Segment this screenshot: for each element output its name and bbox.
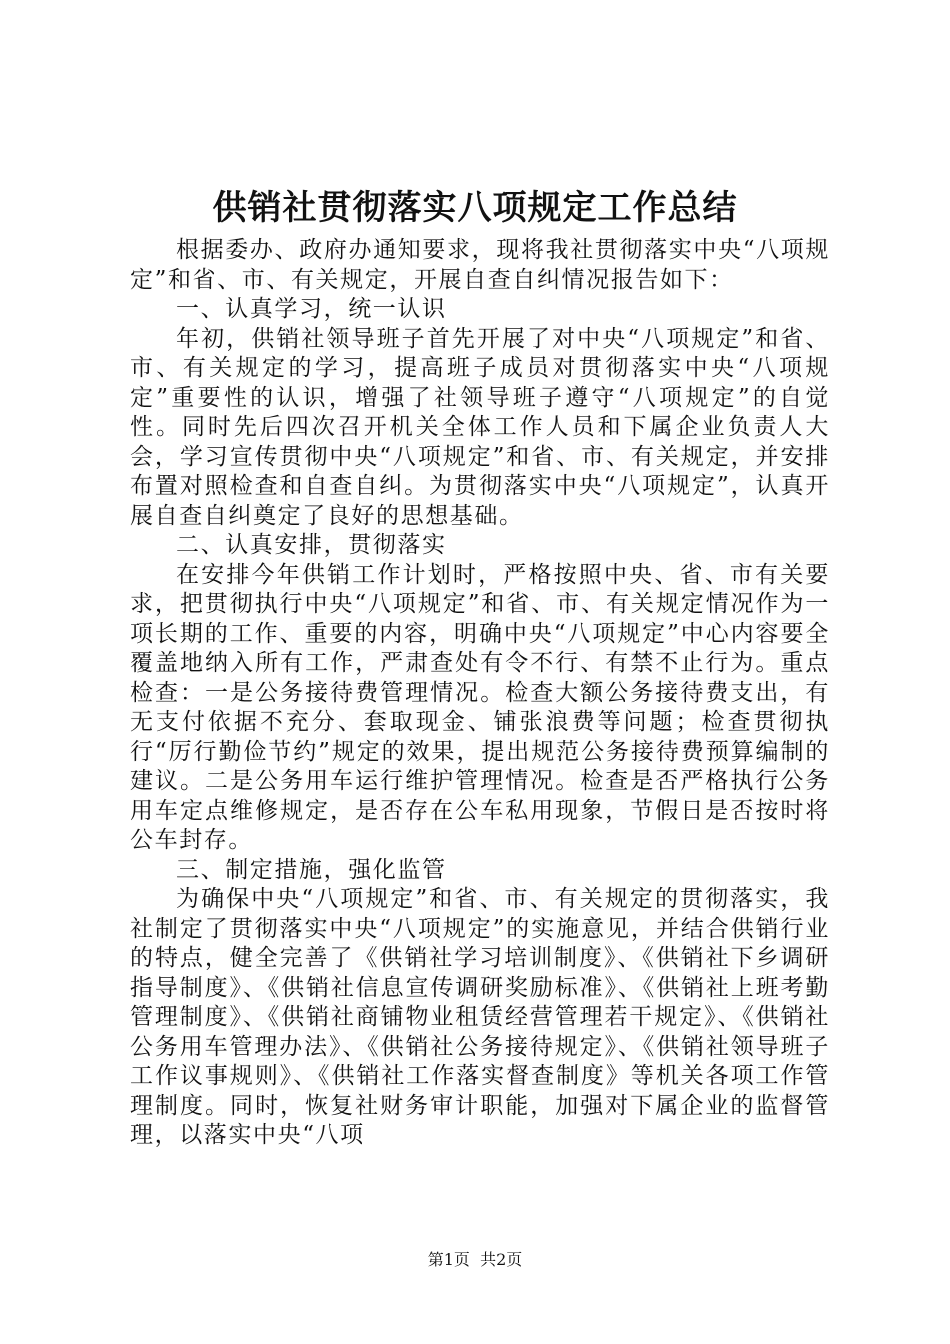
- paragraph-section-1: 年初，供销社领导班子首先开展了对中央“八项规定”和省、市、有关规定的学习，提高班子成员对贯彻落实中央“八项规定”重要性的认识，增强了社领导班子遵守“八项规定”的自觉性。同时先后四次召开机关全体工作人员和下属企业负责人大会，学习宣传贯彻中央“八项规定”和省、市、有关规定，并安排布置对照检查和自查自纠。为贯彻落实中央“八项规定”，认真开展自查自纠奠定了良好的思想基础。: [130, 325, 830, 529]
- paragraph-intro: 根据委办、政府办通知要求，现将我社贯彻落实中央“八项规定”和省、市、有关规定，开展自查自纠情况报告如下：: [130, 237, 830, 293]
- footer-spacer: [470, 1250, 480, 1269]
- page-footer: [0, 1249, 950, 1271]
- paragraph-section-3: 为确保中央“八项规定”和省、市、有关规定的贯彻落实，我社制定了贯彻落实中央“八项规定”的实施意见，并结合供销行业的特点，健全完善了《供销社学习培训制度》、《供销社下乡调研指导制度》、《供销社信息宣传调研奖励标准》、《供销社上班考勤管理制度》、《供销社商铺物业租赁经营管理若干规定》、《供销社公务用车管理办法》、《供销社公务接待规定》、《供销社领导班子工作议事规则》、《供销社工作落实督查制度》等机关各项工作管理制度。同时，恢复社财务审计职能，加强对下属企业的监督管理，以落实中央“八项: [130, 886, 830, 1148]
- paragraph-section-2: 在安排今年供销工作计划时，严格按照中央、省、市有关要求，把贯彻执行中央“八项规定”和省、市、有关规定情况作为一项长期的工作、重要的内容，明确中央“八项规定”中心内容要全覆盖地纳入所有工作，严肃查处有令不行、有禁不止行为。重点检查：一是公务接待费管理情况。检查大额公务接待费支出，有无支付依据不充分、套取现金、铺张浪费等问题；检查贯彻执行“厉行勤俭节约”规定的效果，提出规范公务接待费预算编制的建议。二是公务用车运行维护管理情况。检查是否严格执行公务用车定点维修规定，是否存在公车私用现象，节假日是否按时将公车封存。: [130, 561, 830, 853]
- section-heading-1: 一、认真学习，统一认识: [176, 296, 447, 322]
- document-title: 供销社贯彻落实八项规定工作总结: [212, 188, 738, 228]
- section-heading-3: 三、制定措施，强化监管: [176, 856, 447, 883]
- section-heading-2: 二、认真安排，贯彻落实: [176, 532, 447, 558]
- document-body: [130, 236, 830, 1151]
- page-total: 共2页: [480, 1250, 523, 1269]
- page-number: 第1页: [427, 1250, 470, 1269]
